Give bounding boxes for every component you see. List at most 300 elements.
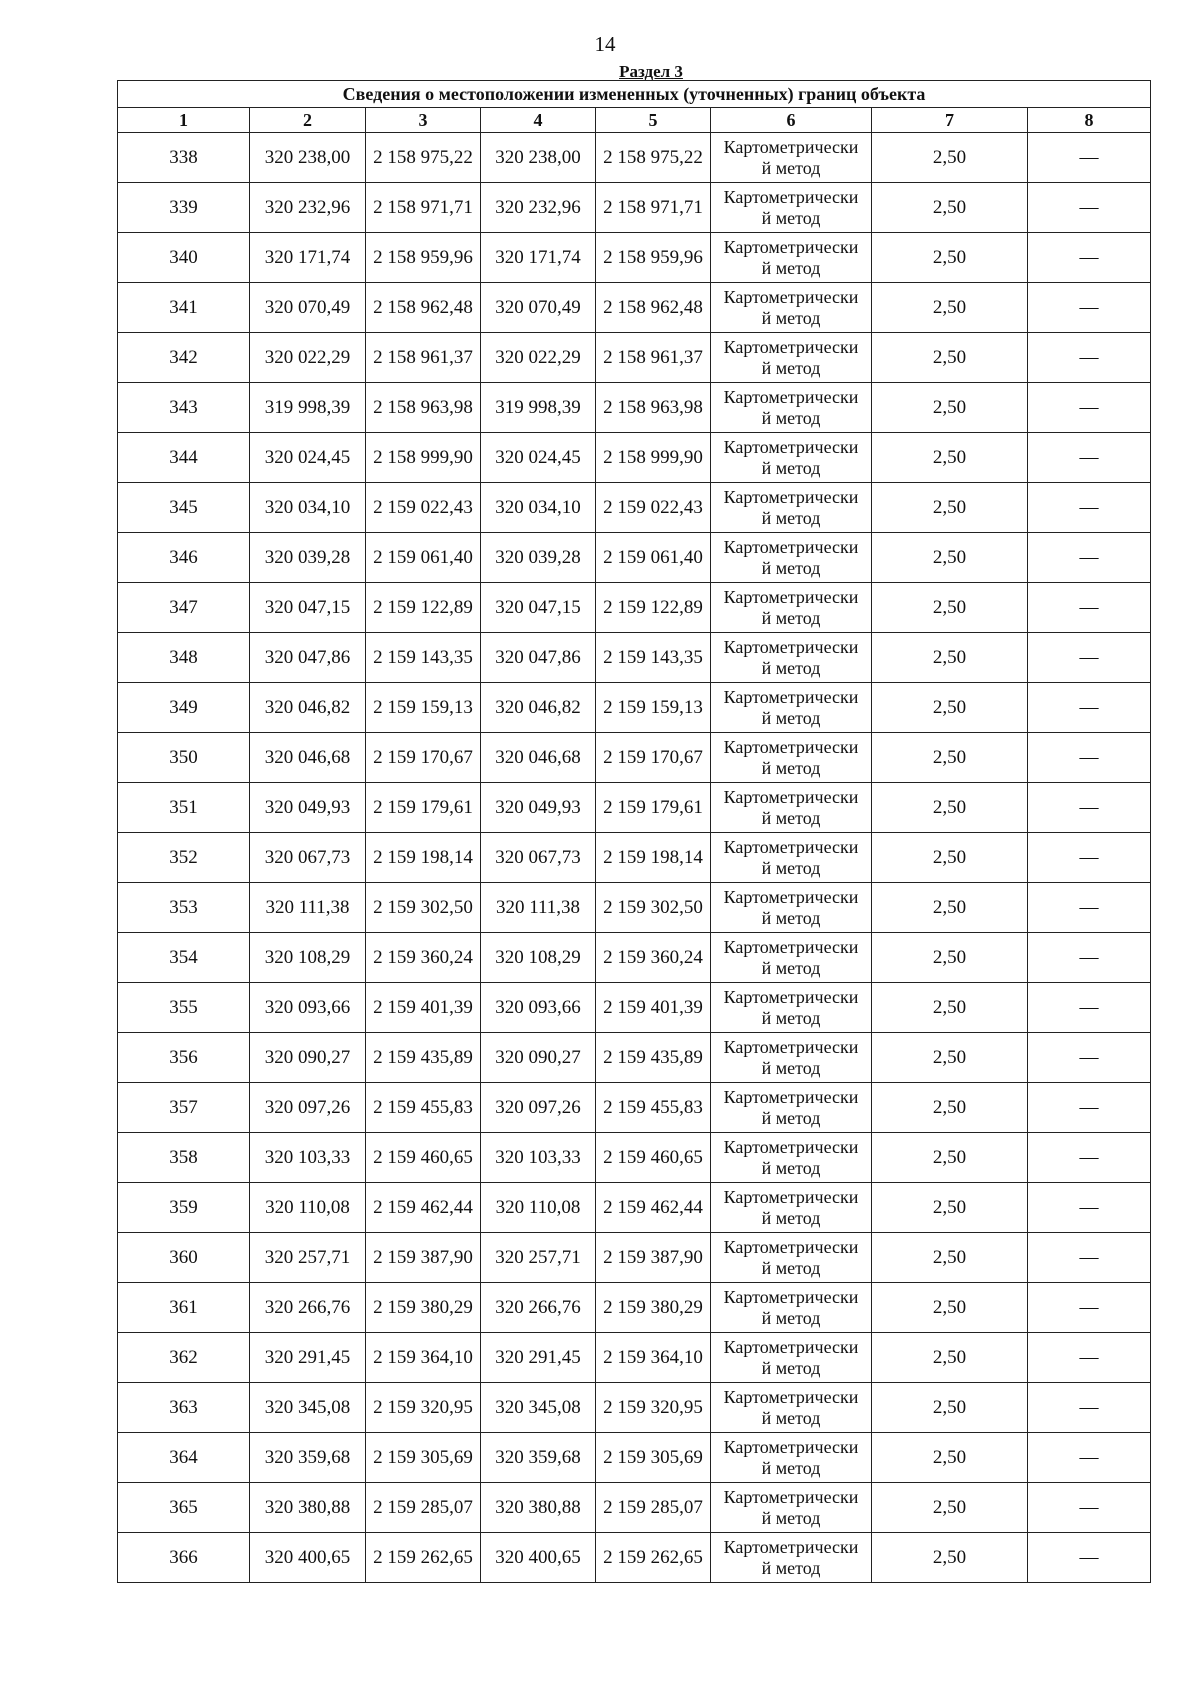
column-header: 6 bbox=[711, 108, 872, 133]
method-text: Картометрически bbox=[723, 1536, 859, 1557]
method-cell bbox=[711, 1233, 872, 1283]
accuracy-cell: 2,50 bbox=[872, 283, 1028, 333]
method-text: Картометрически bbox=[723, 536, 859, 557]
note-cell: — bbox=[1028, 533, 1151, 583]
method-text: й метод bbox=[761, 207, 821, 228]
method-text: й метод bbox=[761, 1257, 821, 1278]
method-cell bbox=[711, 833, 872, 883]
x-existing-cell: 320 046,68 bbox=[250, 733, 366, 783]
y-existing-cell: 2 159 122,89 bbox=[366, 583, 481, 633]
note-cell: — bbox=[1028, 1133, 1151, 1183]
x-existing-cell: 320 111,38 bbox=[250, 883, 366, 933]
method-cell bbox=[711, 683, 872, 733]
point-number-cell: 361 bbox=[118, 1283, 250, 1333]
method-text: й метод bbox=[761, 1107, 821, 1128]
method-text: Картометрически bbox=[723, 236, 859, 257]
note-cell: — bbox=[1028, 733, 1151, 783]
method-cell bbox=[711, 1333, 872, 1383]
y-existing-cell: 2 158 962,48 bbox=[366, 283, 481, 333]
x-existing-cell: 320 090,27 bbox=[250, 1033, 366, 1083]
accuracy-cell: 2,50 bbox=[872, 333, 1028, 383]
note-cell: — bbox=[1028, 633, 1151, 683]
x-refined-cell: 320 380,88 bbox=[481, 1483, 596, 1533]
point-number-cell: 362 bbox=[118, 1333, 250, 1383]
note-cell: — bbox=[1028, 333, 1151, 383]
x-existing-cell: 320 067,73 bbox=[250, 833, 366, 883]
method-cell bbox=[711, 1033, 872, 1083]
x-refined-cell: 320 345,08 bbox=[481, 1383, 596, 1433]
y-refined-cell: 2 159 262,65 bbox=[596, 1533, 711, 1583]
x-existing-cell: 320 034,10 bbox=[250, 483, 366, 533]
y-refined-cell: 2 159 302,50 bbox=[596, 883, 711, 933]
method-text: й метод bbox=[761, 607, 821, 628]
method-cell bbox=[711, 383, 872, 433]
x-existing-cell: 320 047,15 bbox=[250, 583, 366, 633]
x-refined-cell: 320 034,10 bbox=[481, 483, 596, 533]
point-number-cell: 352 bbox=[118, 833, 250, 883]
y-existing-cell: 2 159 455,83 bbox=[366, 1083, 481, 1133]
accuracy-cell: 2,50 bbox=[872, 883, 1028, 933]
accuracy-cell: 2,50 bbox=[872, 483, 1028, 533]
method-cell bbox=[711, 483, 872, 533]
table-row bbox=[118, 1233, 1151, 1283]
y-existing-cell: 2 159 435,89 bbox=[366, 1033, 481, 1083]
note-cell: — bbox=[1028, 1033, 1151, 1083]
x-existing-cell: 320 022,29 bbox=[250, 333, 366, 383]
accuracy-cell: 2,50 bbox=[872, 383, 1028, 433]
method-text: Картометрически bbox=[723, 736, 859, 757]
method-cell bbox=[711, 1483, 872, 1533]
note-cell: — bbox=[1028, 933, 1151, 983]
method-text: Картометрически bbox=[723, 1136, 859, 1157]
point-number-cell: 345 bbox=[118, 483, 250, 533]
x-existing-cell: 320 049,93 bbox=[250, 783, 366, 833]
point-number-cell: 363 bbox=[118, 1383, 250, 1433]
point-number-cell: 344 bbox=[118, 433, 250, 483]
method-cell bbox=[711, 133, 872, 183]
method-text: Картометрически bbox=[723, 1036, 859, 1057]
x-refined-cell: 320 022,29 bbox=[481, 333, 596, 383]
method-text: Картометрически bbox=[723, 986, 859, 1007]
table-header-row bbox=[118, 108, 1151, 133]
accuracy-cell: 2,50 bbox=[872, 933, 1028, 983]
note-cell: — bbox=[1028, 1333, 1151, 1383]
point-number-cell: 353 bbox=[118, 883, 250, 933]
method-text: й метод bbox=[761, 307, 821, 328]
table-row bbox=[118, 1083, 1151, 1133]
method-text: Картометрически bbox=[723, 336, 859, 357]
note-cell: — bbox=[1028, 683, 1151, 733]
table-row bbox=[118, 483, 1151, 533]
method-text: Картометрически bbox=[723, 1336, 859, 1357]
method-text: й метод bbox=[761, 1407, 821, 1428]
point-number-cell: 354 bbox=[118, 933, 250, 983]
x-existing-cell: 320 093,66 bbox=[250, 983, 366, 1033]
y-existing-cell: 2 158 959,96 bbox=[366, 233, 481, 283]
y-refined-cell: 2 158 999,90 bbox=[596, 433, 711, 483]
note-cell: — bbox=[1028, 1383, 1151, 1433]
accuracy-cell: 2,50 bbox=[872, 1233, 1028, 1283]
y-existing-cell: 2 158 999,90 bbox=[366, 433, 481, 483]
x-existing-cell: 320 024,45 bbox=[250, 433, 366, 483]
point-number-cell: 342 bbox=[118, 333, 250, 383]
table-row bbox=[118, 733, 1151, 783]
accuracy-cell: 2,50 bbox=[872, 1333, 1028, 1383]
point-number-cell: 366 bbox=[118, 1533, 250, 1583]
column-header: 1 bbox=[118, 108, 250, 133]
y-existing-cell: 2 158 963,98 bbox=[366, 383, 481, 433]
accuracy-cell: 2,50 bbox=[872, 133, 1028, 183]
accuracy-cell: 2,50 bbox=[872, 1283, 1028, 1333]
accuracy-cell: 2,50 bbox=[872, 783, 1028, 833]
method-cell bbox=[711, 633, 872, 683]
method-text: й метод bbox=[761, 757, 821, 778]
table-row bbox=[118, 1333, 1151, 1383]
method-text: й метод bbox=[761, 1557, 821, 1578]
y-refined-cell: 2 159 061,40 bbox=[596, 533, 711, 583]
x-refined-cell: 320 232,96 bbox=[481, 183, 596, 233]
y-existing-cell: 2 159 198,14 bbox=[366, 833, 481, 883]
method-cell bbox=[711, 983, 872, 1033]
x-refined-cell: 320 103,33 bbox=[481, 1133, 596, 1183]
y-refined-cell: 2 158 961,37 bbox=[596, 333, 711, 383]
note-cell: — bbox=[1028, 783, 1151, 833]
y-refined-cell: 2 159 460,65 bbox=[596, 1133, 711, 1183]
note-cell: — bbox=[1028, 483, 1151, 533]
y-existing-cell: 2 159 179,61 bbox=[366, 783, 481, 833]
note-cell: — bbox=[1028, 1483, 1151, 1533]
method-cell bbox=[711, 433, 872, 483]
point-number-cell: 358 bbox=[118, 1133, 250, 1183]
method-cell bbox=[711, 783, 872, 833]
note-cell: — bbox=[1028, 1233, 1151, 1283]
y-refined-cell: 2 159 462,44 bbox=[596, 1183, 711, 1233]
method-text: Картометрически bbox=[723, 1186, 859, 1207]
method-text: й метод bbox=[761, 1207, 821, 1228]
note-cell: — bbox=[1028, 233, 1151, 283]
y-refined-cell: 2 159 380,29 bbox=[596, 1283, 711, 1333]
accuracy-cell: 2,50 bbox=[872, 1083, 1028, 1133]
method-text: Картометрически bbox=[723, 786, 859, 807]
x-refined-cell: 320 046,68 bbox=[481, 733, 596, 783]
y-existing-cell: 2 159 143,35 bbox=[366, 633, 481, 683]
method-cell bbox=[711, 233, 872, 283]
x-refined-cell: 320 090,27 bbox=[481, 1033, 596, 1083]
x-refined-cell: 320 110,08 bbox=[481, 1183, 596, 1233]
note-cell: — bbox=[1028, 1533, 1151, 1583]
table-row bbox=[118, 183, 1151, 233]
accuracy-cell: 2,50 bbox=[872, 983, 1028, 1033]
method-text: Картометрически bbox=[723, 936, 859, 957]
note-cell: — bbox=[1028, 433, 1151, 483]
y-existing-cell: 2 159 159,13 bbox=[366, 683, 481, 733]
y-refined-cell: 2 159 387,90 bbox=[596, 1233, 711, 1283]
x-existing-cell: 320 291,45 bbox=[250, 1333, 366, 1383]
y-refined-cell: 2 159 198,14 bbox=[596, 833, 711, 883]
x-refined-cell: 320 039,28 bbox=[481, 533, 596, 583]
table-row bbox=[118, 883, 1151, 933]
y-existing-cell: 2 159 462,44 bbox=[366, 1183, 481, 1233]
method-cell bbox=[711, 1533, 872, 1583]
method-text: й метод bbox=[761, 1507, 821, 1528]
method-text: й метод bbox=[761, 557, 821, 578]
method-text: й метод bbox=[761, 957, 821, 978]
x-refined-cell: 320 171,74 bbox=[481, 233, 596, 283]
accuracy-cell: 2,50 bbox=[872, 1033, 1028, 1083]
y-refined-cell: 2 159 401,39 bbox=[596, 983, 711, 1033]
x-existing-cell: 320 110,08 bbox=[250, 1183, 366, 1233]
column-header: 5 bbox=[596, 108, 711, 133]
y-refined-cell: 2 158 963,98 bbox=[596, 383, 711, 433]
y-existing-cell: 2 159 302,50 bbox=[366, 883, 481, 933]
x-existing-cell: 320 380,88 bbox=[250, 1483, 366, 1533]
table-row bbox=[118, 783, 1151, 833]
x-existing-cell: 320 171,74 bbox=[250, 233, 366, 283]
method-text: Картометрически bbox=[723, 836, 859, 857]
method-text: Картометрически bbox=[723, 586, 859, 607]
note-cell: — bbox=[1028, 1083, 1151, 1133]
x-existing-cell: 320 400,65 bbox=[250, 1533, 366, 1583]
point-number-cell: 355 bbox=[118, 983, 250, 1033]
y-refined-cell: 2 159 435,89 bbox=[596, 1033, 711, 1083]
table-row bbox=[118, 1433, 1151, 1483]
x-existing-cell: 320 266,76 bbox=[250, 1283, 366, 1333]
y-existing-cell: 2 159 170,67 bbox=[366, 733, 481, 783]
x-refined-cell: 320 049,93 bbox=[481, 783, 596, 833]
method-cell bbox=[711, 933, 872, 983]
table-row bbox=[118, 833, 1151, 883]
x-refined-cell: 320 108,29 bbox=[481, 933, 596, 983]
accuracy-cell: 2,50 bbox=[872, 1383, 1028, 1433]
x-existing-cell: 320 047,86 bbox=[250, 633, 366, 683]
x-refined-cell: 320 067,73 bbox=[481, 833, 596, 883]
y-refined-cell: 2 158 959,96 bbox=[596, 233, 711, 283]
method-text: й метод bbox=[761, 1157, 821, 1178]
method-text: й метод bbox=[761, 1307, 821, 1328]
table-row bbox=[118, 233, 1151, 283]
method-text: й метод bbox=[761, 807, 821, 828]
note-cell: — bbox=[1028, 1283, 1151, 1333]
table-row bbox=[118, 433, 1151, 483]
table-row bbox=[118, 583, 1151, 633]
page-number: 14 bbox=[594, 32, 616, 56]
y-refined-cell: 2 159 179,61 bbox=[596, 783, 711, 833]
x-existing-cell: 320 359,68 bbox=[250, 1433, 366, 1483]
y-existing-cell: 2 159 460,65 bbox=[366, 1133, 481, 1183]
x-refined-cell: 320 257,71 bbox=[481, 1233, 596, 1283]
y-existing-cell: 2 159 305,69 bbox=[366, 1433, 481, 1483]
table-row bbox=[118, 1283, 1151, 1333]
x-existing-cell: 320 103,33 bbox=[250, 1133, 366, 1183]
method-text: й метод bbox=[761, 507, 821, 528]
table-row bbox=[118, 1483, 1151, 1533]
y-existing-cell: 2 158 961,37 bbox=[366, 333, 481, 383]
point-number-cell: 347 bbox=[118, 583, 250, 633]
method-text: Картометрически bbox=[723, 186, 859, 207]
point-number-cell: 340 bbox=[118, 233, 250, 283]
x-refined-cell: 320 097,26 bbox=[481, 1083, 596, 1133]
y-existing-cell: 2 158 971,71 bbox=[366, 183, 481, 233]
table-row bbox=[118, 1183, 1151, 1233]
method-text: й метод bbox=[761, 1007, 821, 1028]
point-number-cell: 350 bbox=[118, 733, 250, 783]
method-text: Картометрически bbox=[723, 486, 859, 507]
y-refined-cell: 2 159 159,13 bbox=[596, 683, 711, 733]
boundary-coordinates-table bbox=[117, 80, 1151, 1583]
y-existing-cell: 2 159 360,24 bbox=[366, 933, 481, 983]
method-cell bbox=[711, 333, 872, 383]
y-existing-cell: 2 159 061,40 bbox=[366, 533, 481, 583]
point-number-cell: 339 bbox=[118, 183, 250, 233]
method-text: й метод bbox=[761, 457, 821, 478]
note-cell: — bbox=[1028, 583, 1151, 633]
method-text: Картометрически bbox=[723, 636, 859, 657]
table-row bbox=[118, 133, 1151, 183]
y-refined-cell: 2 159 022,43 bbox=[596, 483, 711, 533]
y-refined-cell: 2 159 360,24 bbox=[596, 933, 711, 983]
section-title: Раздел 3 bbox=[619, 62, 683, 81]
y-existing-cell: 2 159 387,90 bbox=[366, 1233, 481, 1283]
method-text: Картометрически bbox=[723, 1436, 859, 1457]
x-refined-cell: 320 047,15 bbox=[481, 583, 596, 633]
table-row bbox=[118, 1383, 1151, 1433]
x-existing-cell: 319 998,39 bbox=[250, 383, 366, 433]
method-cell bbox=[711, 883, 872, 933]
method-text: й метод bbox=[761, 707, 821, 728]
method-text: Картометрически bbox=[723, 386, 859, 407]
y-existing-cell: 2 158 975,22 bbox=[366, 133, 481, 183]
x-refined-cell: 320 359,68 bbox=[481, 1433, 596, 1483]
method-cell bbox=[711, 1083, 872, 1133]
x-refined-cell: 320 266,76 bbox=[481, 1283, 596, 1333]
method-cell bbox=[711, 1283, 872, 1333]
note-cell: — bbox=[1028, 833, 1151, 883]
y-refined-cell: 2 159 364,10 bbox=[596, 1333, 711, 1383]
method-text: й метод bbox=[761, 407, 821, 428]
x-existing-cell: 320 238,00 bbox=[250, 133, 366, 183]
note-cell: — bbox=[1028, 133, 1151, 183]
x-refined-cell: 320 400,65 bbox=[481, 1533, 596, 1583]
method-text: й метод bbox=[761, 857, 821, 878]
x-existing-cell: 320 108,29 bbox=[250, 933, 366, 983]
x-refined-cell: 320 093,66 bbox=[481, 983, 596, 1033]
method-text: Картометрически bbox=[723, 886, 859, 907]
column-header: 4 bbox=[481, 108, 596, 133]
table-row bbox=[118, 1133, 1151, 1183]
y-existing-cell: 2 159 262,65 bbox=[366, 1533, 481, 1583]
table-row bbox=[118, 283, 1151, 333]
method-cell bbox=[711, 183, 872, 233]
note-cell: — bbox=[1028, 1183, 1151, 1233]
method-text: й метод bbox=[761, 357, 821, 378]
accuracy-cell: 2,50 bbox=[872, 1533, 1028, 1583]
y-existing-cell: 2 159 364,10 bbox=[366, 1333, 481, 1383]
point-number-cell: 351 bbox=[118, 783, 250, 833]
accuracy-cell: 2,50 bbox=[872, 1133, 1028, 1183]
table-row bbox=[118, 383, 1151, 433]
table-row bbox=[118, 533, 1151, 583]
table-caption-row bbox=[118, 81, 1151, 108]
accuracy-cell: 2,50 bbox=[872, 433, 1028, 483]
method-text: Картометрически bbox=[723, 1086, 859, 1107]
y-refined-cell: 2 159 143,35 bbox=[596, 633, 711, 683]
accuracy-cell: 2,50 bbox=[872, 233, 1028, 283]
accuracy-cell: 2,50 bbox=[872, 1483, 1028, 1533]
x-refined-cell: 320 046,82 bbox=[481, 683, 596, 733]
point-number-cell: 365 bbox=[118, 1483, 250, 1533]
note-cell: — bbox=[1028, 183, 1151, 233]
x-existing-cell: 320 097,26 bbox=[250, 1083, 366, 1133]
accuracy-cell: 2,50 bbox=[872, 533, 1028, 583]
y-refined-cell: 2 158 971,71 bbox=[596, 183, 711, 233]
method-text: й метод bbox=[761, 907, 821, 928]
accuracy-cell: 2,50 bbox=[872, 733, 1028, 783]
point-number-cell: 341 bbox=[118, 283, 250, 333]
point-number-cell: 359 bbox=[118, 1183, 250, 1233]
point-number-cell: 364 bbox=[118, 1433, 250, 1483]
method-text: й метод bbox=[761, 657, 821, 678]
y-existing-cell: 2 159 022,43 bbox=[366, 483, 481, 533]
method-text: Картометрически bbox=[723, 1286, 859, 1307]
method-text: Картометрически bbox=[723, 686, 859, 707]
x-refined-cell: 320 238,00 bbox=[481, 133, 596, 183]
point-number-cell: 338 bbox=[118, 133, 250, 183]
method-cell bbox=[711, 1183, 872, 1233]
y-refined-cell: 2 159 320,95 bbox=[596, 1383, 711, 1433]
table-row bbox=[118, 1533, 1151, 1583]
y-refined-cell: 2 159 170,67 bbox=[596, 733, 711, 783]
y-refined-cell: 2 158 975,22 bbox=[596, 133, 711, 183]
y-refined-cell: 2 159 305,69 bbox=[596, 1433, 711, 1483]
method-cell bbox=[711, 1133, 872, 1183]
column-header: 3 bbox=[366, 108, 481, 133]
x-refined-cell: 320 291,45 bbox=[481, 1333, 596, 1383]
note-cell: — bbox=[1028, 383, 1151, 433]
accuracy-cell: 2,50 bbox=[872, 1183, 1028, 1233]
method-text: Картометрически bbox=[723, 436, 859, 457]
x-existing-cell: 320 232,96 bbox=[250, 183, 366, 233]
method-text: й метод bbox=[761, 157, 821, 178]
method-cell bbox=[711, 533, 872, 583]
point-number-cell: 343 bbox=[118, 383, 250, 433]
method-text: Картометрически bbox=[723, 286, 859, 307]
note-cell: — bbox=[1028, 883, 1151, 933]
note-cell: — bbox=[1028, 1433, 1151, 1483]
y-refined-cell: 2 159 455,83 bbox=[596, 1083, 711, 1133]
x-refined-cell: 320 070,49 bbox=[481, 283, 596, 333]
y-refined-cell: 2 158 962,48 bbox=[596, 283, 711, 333]
method-text: й метод bbox=[761, 257, 821, 278]
y-refined-cell: 2 159 122,89 bbox=[596, 583, 711, 633]
x-existing-cell: 320 046,82 bbox=[250, 683, 366, 733]
accuracy-cell: 2,50 bbox=[872, 183, 1028, 233]
x-refined-cell: 319 998,39 bbox=[481, 383, 596, 433]
y-existing-cell: 2 159 401,39 bbox=[366, 983, 481, 1033]
point-number-cell: 346 bbox=[118, 533, 250, 583]
method-text: й метод bbox=[761, 1057, 821, 1078]
x-refined-cell: 320 111,38 bbox=[481, 883, 596, 933]
y-existing-cell: 2 159 285,07 bbox=[366, 1483, 481, 1533]
x-existing-cell: 320 257,71 bbox=[250, 1233, 366, 1283]
x-refined-cell: 320 047,86 bbox=[481, 633, 596, 683]
point-number-cell: 348 bbox=[118, 633, 250, 683]
table-row bbox=[118, 933, 1151, 983]
table-row bbox=[118, 1033, 1151, 1083]
y-existing-cell: 2 159 380,29 bbox=[366, 1283, 481, 1333]
method-text: Картометрически bbox=[723, 1486, 859, 1507]
y-refined-cell: 2 159 285,07 bbox=[596, 1483, 711, 1533]
point-number-cell: 357 bbox=[118, 1083, 250, 1133]
